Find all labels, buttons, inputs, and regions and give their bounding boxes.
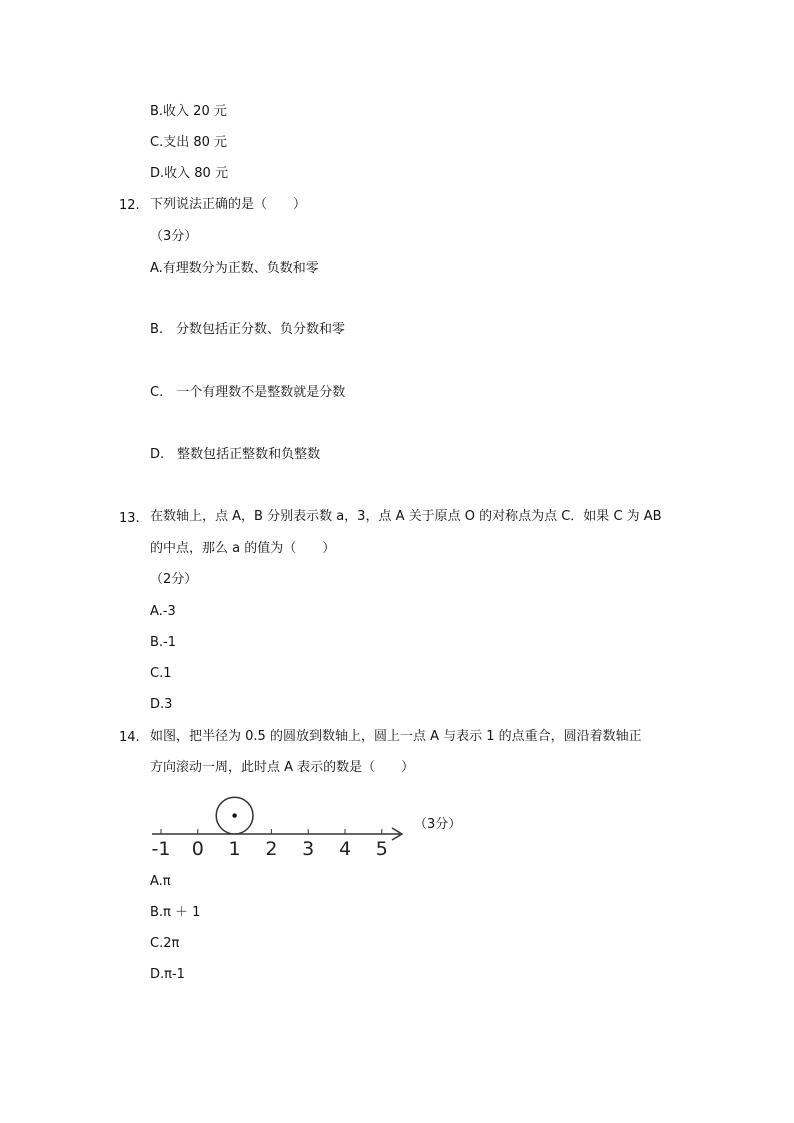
q13-number: 13. — [119, 511, 140, 526]
tick-label: -1 — [151, 838, 171, 860]
q12-question-text: 下列说法正确的是（ ） — [150, 197, 307, 212]
tick-label: 0 — [191, 838, 204, 860]
q13-option-d: D.3 — [150, 697, 173, 712]
q14-option-a: A.π — [150, 874, 171, 889]
q14-option-b: B.π ＋ 1 — [150, 905, 201, 920]
tick-label: 5 — [375, 838, 388, 860]
tick-label: 3 — [302, 838, 315, 860]
q14-score: （3分） — [414, 817, 462, 832]
number-line-figure — [140, 790, 420, 865]
q14-question-line1: 如图，把半径为 0.5 的圆放到数轴上，圆上一点 A 与表示 1 的点重合，圆沿着数轴正 — [150, 729, 642, 744]
q13-question-line2: 的中点，那么 a 的值为（ ） — [150, 541, 336, 556]
q14-option-c: C.2π — [150, 936, 180, 951]
q12-score: （3分） — [150, 229, 198, 244]
q12-option-d: D. 整数包括正整数和负整数 — [150, 447, 321, 462]
q11-option-d: D.收入 80 元 — [150, 166, 228, 181]
q11-option-b: B.收入 20 元 — [150, 104, 227, 119]
q13-option-a: A.-3 — [150, 604, 176, 619]
q13-option-b: B.-1 — [150, 635, 177, 650]
circle-center-dot — [232, 813, 236, 817]
tick-label: 4 — [338, 838, 352, 860]
q12-number: 12. — [119, 198, 140, 213]
q12-option-a: A.有理数分为正数、负数和零 — [150, 261, 319, 276]
tick-label: 1 — [228, 838, 241, 860]
q11-option-c: C.支出 80 元 — [150, 135, 228, 150]
q12-option-c: C. 一个有理数不是整数就是分数 — [150, 385, 346, 400]
q13-score: （2分） — [150, 572, 198, 587]
q14-option-d: D.π-1 — [150, 967, 185, 982]
q12-option-b: B. 分数包括正分数、负分数和零 — [150, 322, 346, 337]
q13-question-line1: 在数轴上，点 A，B 分别表示数 a，3，点 A 关于原点 O 的对称点为点 C．如果 C 为 AB — [150, 509, 662, 524]
q14-question-line2: 方向滚动一周，此时点 A 表示的数是（ ） — [150, 760, 415, 775]
tick-label: 2 — [265, 838, 278, 860]
q13-option-c: C.1 — [150, 666, 172, 681]
q14-number: 14. — [119, 730, 140, 745]
